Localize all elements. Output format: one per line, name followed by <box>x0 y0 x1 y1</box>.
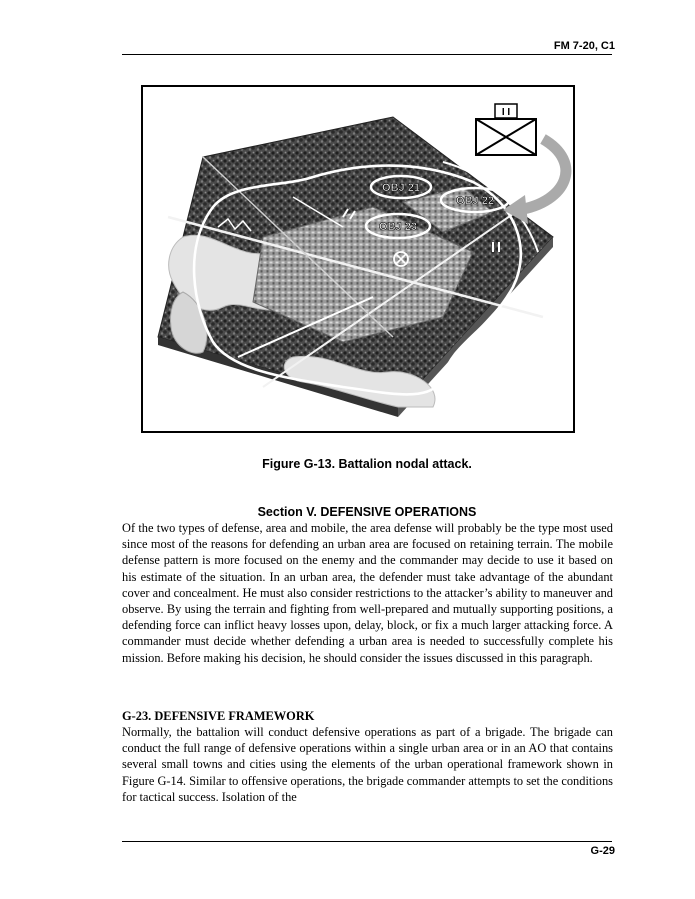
battalion-unit-symbol <box>476 104 536 155</box>
running-header: FM 7-20, C1 <box>553 40 615 52</box>
objective-label-21: OBJ 21 <box>382 182 420 194</box>
objective-label-22: OBJ 22 <box>456 195 494 207</box>
page-number: G-29 <box>590 845 615 857</box>
section-paragraph: Of the two types of defense, area and mobile, the area defense will probably be the type most used since most of the reasons for defending an urban area are focused on retaining terrain. The mobile defense pattern is more focused on the enemy and the commander may decide to use it based on his estimate of the situation. In an urban area, the defender must take advantage of the abundant cover and concealment. He must also consider restrictions to the attacker’s ability to maneuver and observe. By using the terrain and fighting from well-prepared and mutually supporting positions, a defending force can inflict heavy losses upon, delay, block, or fix a much larger attacking force. A commander must decide whether defending a urban area is needed to successfully complete his mission. Before making his decision, he should consider the issues discussed in this paragraph. <box>122 521 613 665</box>
subsection-paragraph: Normally, the battalion will conduct defensive operations as part of a brigade. The brigade can conduct the full range of defensive operations within a single urban area or in an AO that contains several small towns and cities using the elements of the urban operational framework shown in Figure G-14. Similar to offensive operations, the brigade commander attempts to set the conditions for tactical success. Isolation of the <box>122 725 613 804</box>
subsection-heading: G-23. DEFENSIVE FRAMEWORK <box>122 709 315 723</box>
section-title: Section V. DEFENSIVE OPERATIONS <box>257 505 477 519</box>
figure-caption: Figure G-13. Battalion nodal attack. <box>262 457 472 471</box>
terrain-illustration <box>143 87 573 431</box>
echelon-label: I I <box>501 107 511 118</box>
header-rule <box>122 54 612 55</box>
objective-label-23: OBJ 23 <box>379 221 417 233</box>
figure-battalion-nodal-attack <box>141 85 575 433</box>
footer-rule <box>122 841 612 842</box>
